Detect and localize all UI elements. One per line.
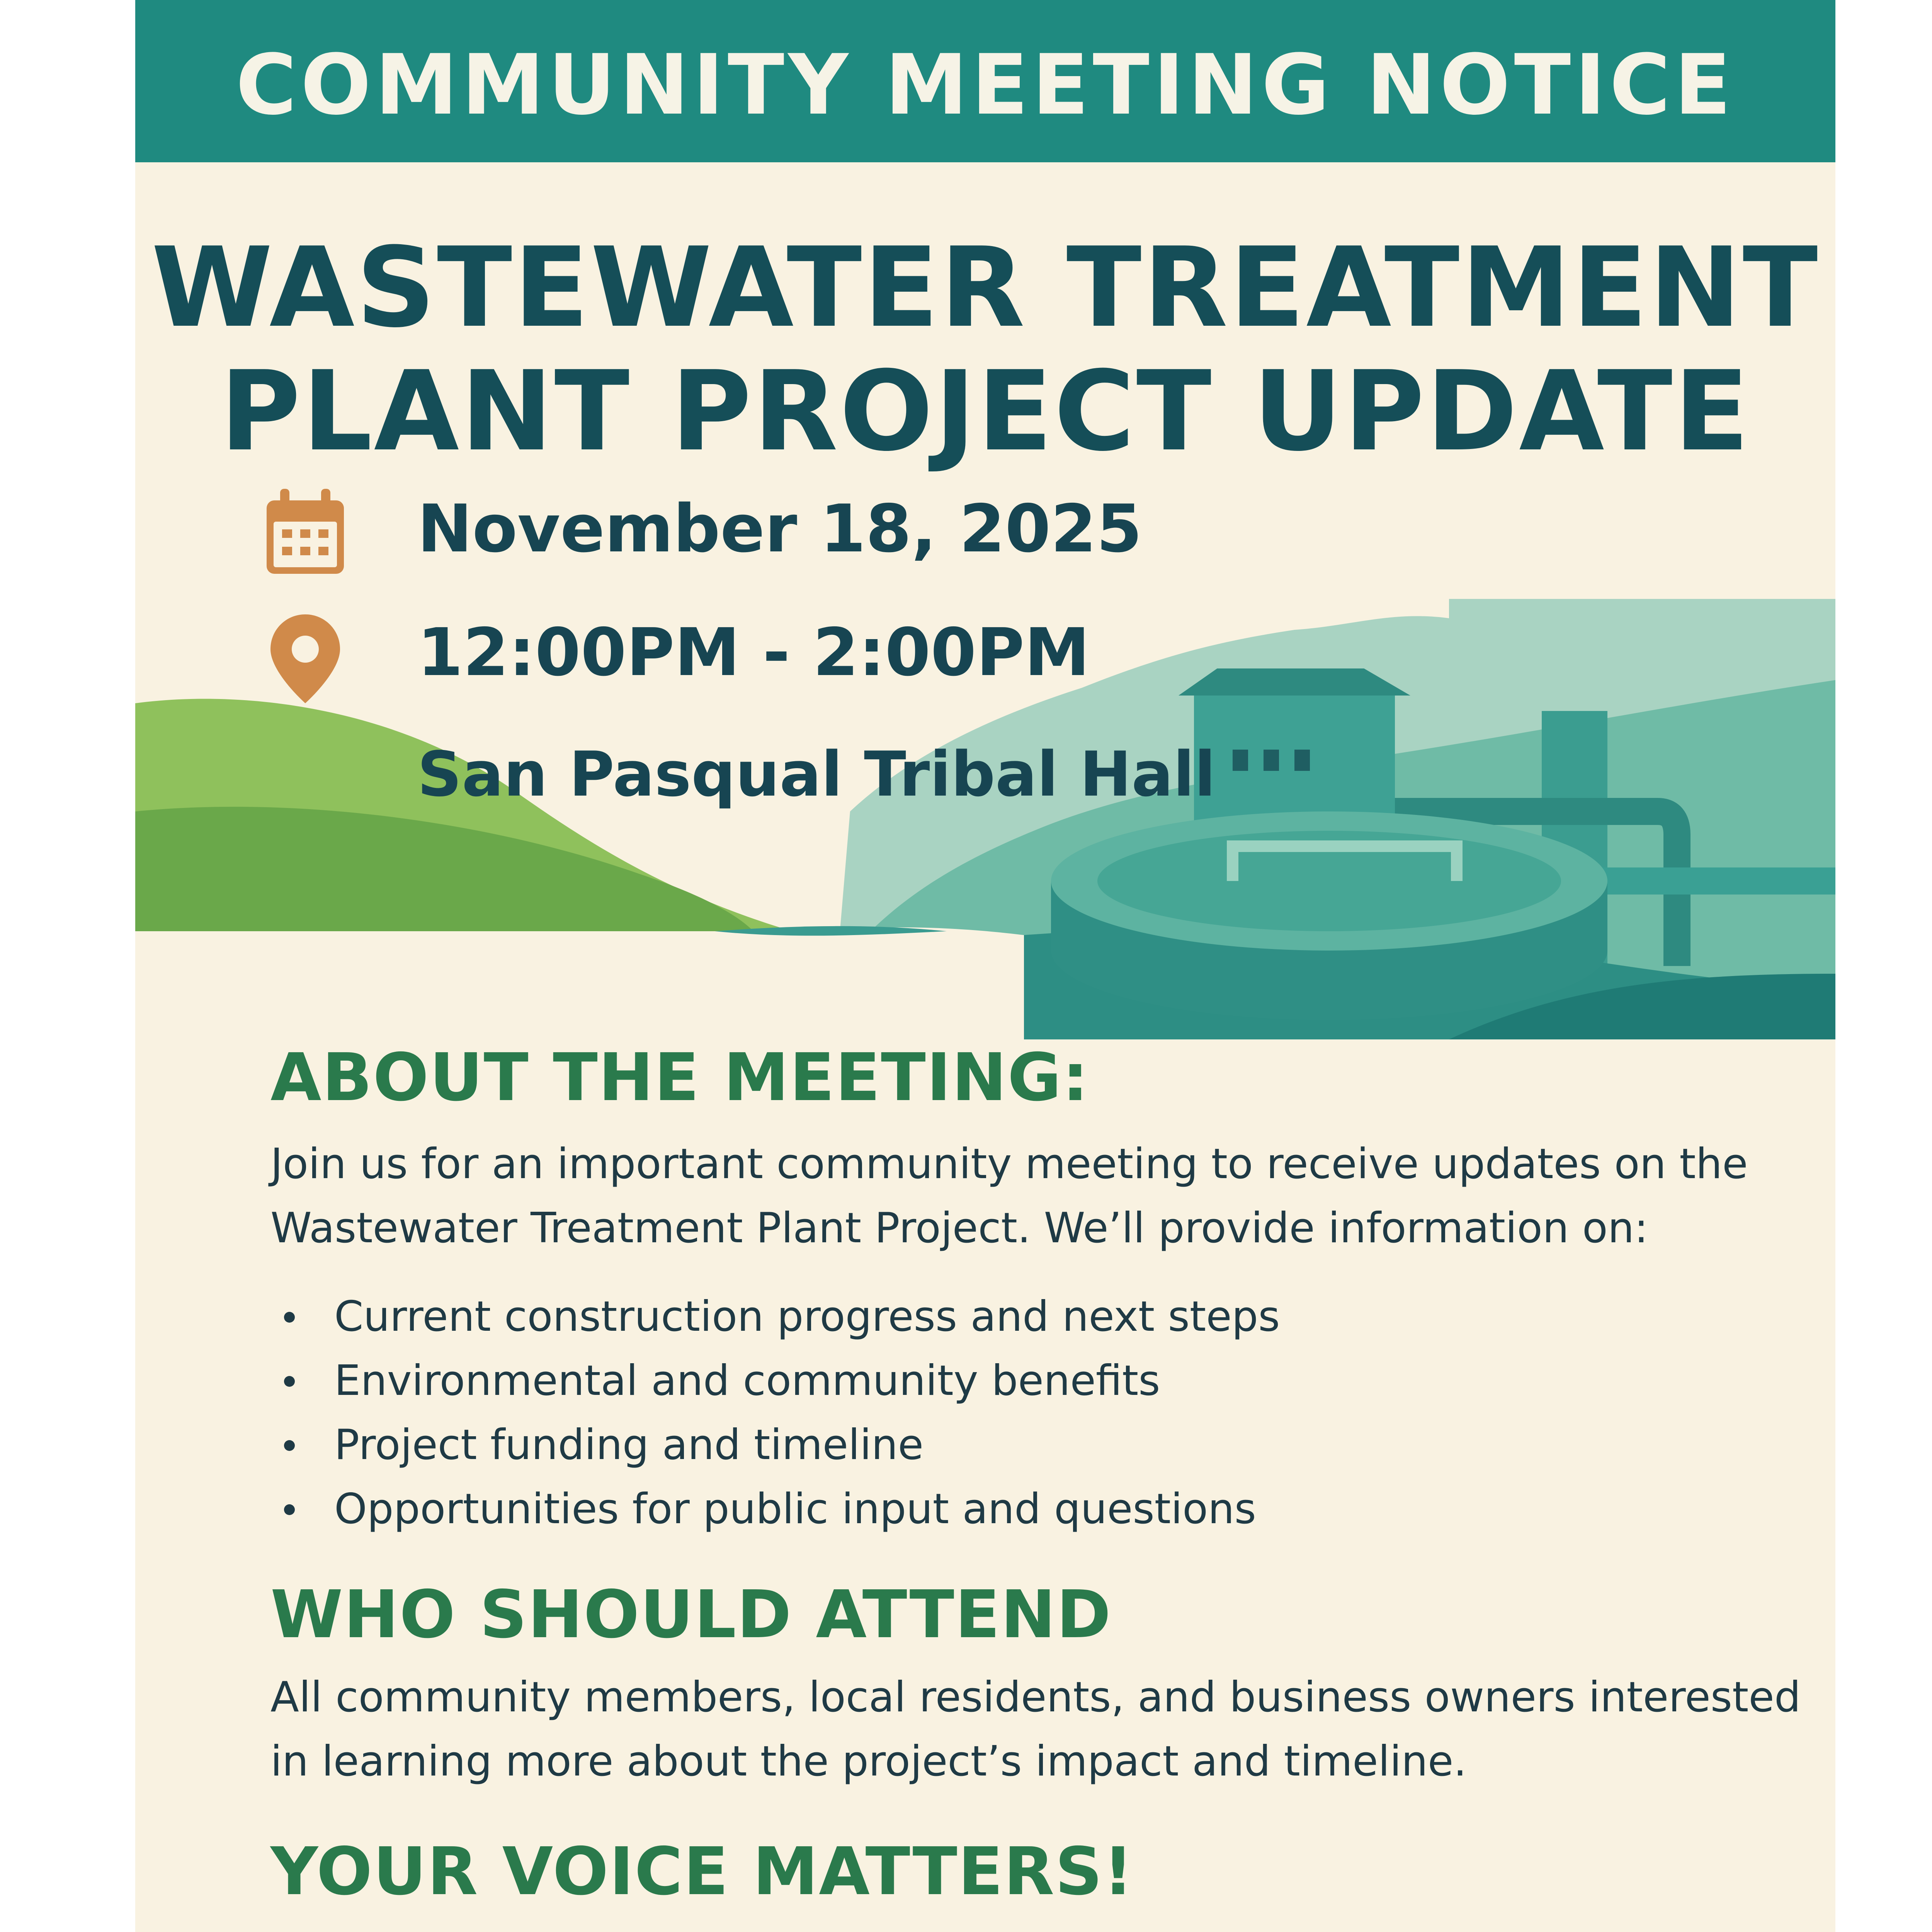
- attend-line-1: All community members, local residents, and business owners interested: [270, 1673, 1801, 1721]
- list-item: Current construction progress and next steps: [270, 1285, 1280, 1349]
- list-item: Project funding and timeline: [270, 1413, 1280, 1477]
- page-title-line-2: PLANT PROJECT UPDATE: [220, 347, 1751, 476]
- about-intro-line-1: Join us for an important community meeting to receive updates on the: [270, 1140, 1748, 1188]
- clarifier-tank: [1051, 811, 1607, 1020]
- about-intro-line-2: Wastewater Treatment Plant Project. We’ll provide information on:: [270, 1204, 1648, 1252]
- location-pin-icon: [267, 611, 344, 707]
- header-banner: [135, 0, 1835, 162]
- calendar-icon: [263, 485, 348, 578]
- meeting-notice-poster: [135, 0, 1835, 1932]
- event-time: 12:00PM - 2:00PM: [417, 614, 1090, 691]
- list-item: Opportunities for public input and questions: [270, 1477, 1280, 1541]
- event-location: San Pasqual Tribal Hall: [417, 738, 1216, 810]
- list-item: Environmental and community benefits: [270, 1349, 1280, 1413]
- page-title-line-1: WASTEWATER TREATMENT: [151, 224, 1820, 352]
- voice-line-1: [270, 1926, 1781, 1932]
- attend-heading: WHO SHOULD ATTEND: [270, 1577, 1112, 1653]
- river: [135, 927, 1024, 1039]
- left-hill-dark: [135, 807, 753, 931]
- voice-heading: YOUR VOICE MATTERS!: [270, 1833, 1134, 1910]
- attend-line-2: in learning more about the project’s impact and timeline.: [270, 1737, 1467, 1786]
- event-date: November 18, 2025: [417, 491, 1142, 567]
- about-topics-list: [270, 1285, 1280, 1541]
- about-heading: ABOUT THE MEETING:: [270, 1039, 1089, 1116]
- banner-title: COMMUNITY MEETING NOTICE: [236, 36, 1735, 133]
